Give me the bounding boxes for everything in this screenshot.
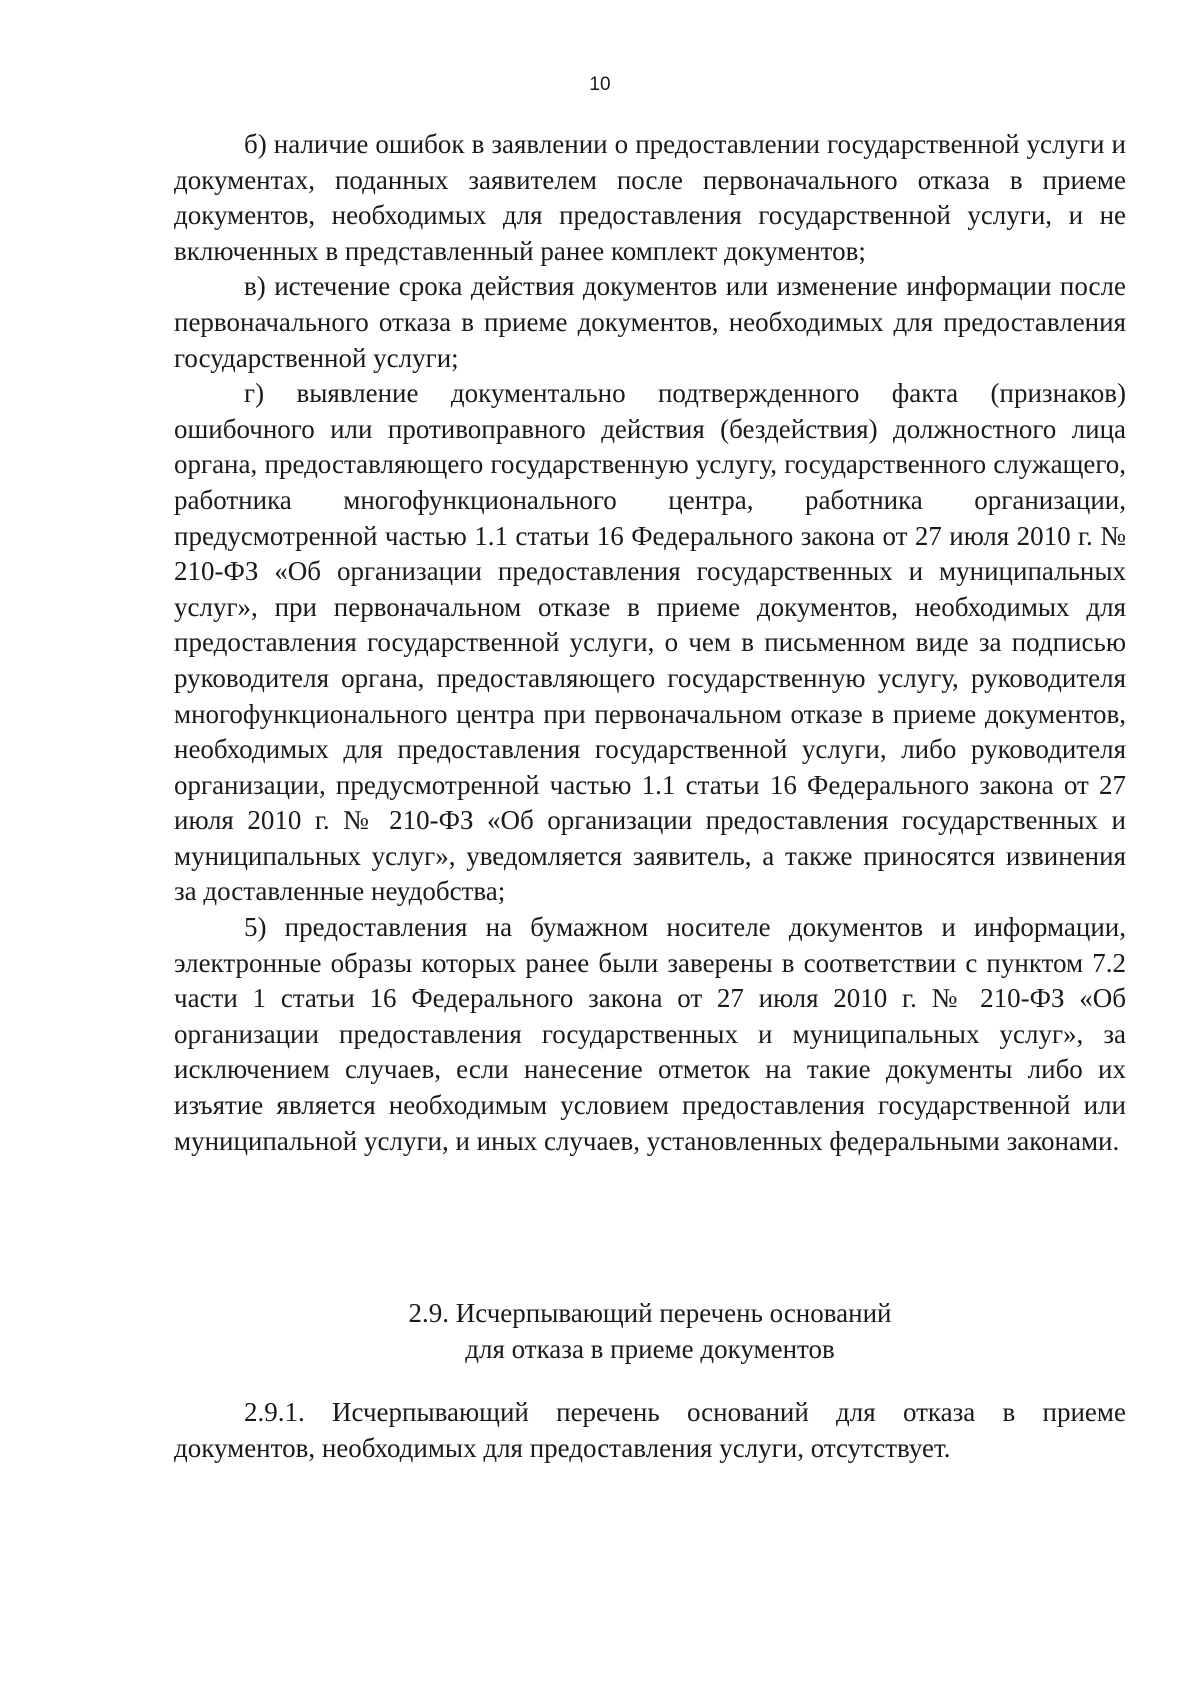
section-heading-line-2: для отказа в приеме документов [465, 1333, 835, 1364]
page-number: 10 [589, 74, 611, 95]
paragraph-g: г) выявление документально подтвержденного факта (признаков) ошибочного или противоправного действия (бездействия) должностного лица органа, предоставляющего государственную услугу, государственного служащего, работника многофункционального центра, работника организации, предусмотренной частью 1.1 статьи 16 Федерального закона от 27 июля 2010 г. № 210-ФЗ «Об организации предоставления государственных и муниципальных услуг», при первоначальном отказе в приеме документов, необходимых для предоставления государственной услуги, о чем в письменном виде за подписью руководителя органа, предоставляющего государственную услугу, руководителя многофункционального центра при первоначальном отказе в приеме документов, необходимых для предоставления государственной услуги, либо руководителя организации, предусмотренной частью 1.1 статьи 16 Федерального закона от 27 июля 2010 г. № 210-ФЗ «Об организации предоставления государственных и муниципальных услуг», уведомляется заявитель, а также приносятся извинения за доставленные неудобства; [174, 378, 1126, 907]
paragraph-v: в) истечение срока действия документов или изменение информации после первоначального отказа в приеме документов, необходимых для предоставления государственной услуги; [174, 271, 1126, 373]
section-heading [174, 1296, 1126, 1367]
section-body [174, 1395, 1126, 1466]
document-body [174, 127, 1126, 1159]
paragraph-2-9-1: 2.9.1. Исчерпывающий перечень оснований для отказа в приеме документов, необходимых для предоставления услуги, отсутствует. [174, 1397, 1126, 1463]
paragraph-b: б) наличие ошибок в заявлении о предоставлении государственной услуги и документах, поданных заявителем после первоначального отказа в приеме документов, необходимых для предоставления государственной услуги, и не включенных в представленный ранее комплект документов; [174, 129, 1126, 266]
paragraph-5: 5) предоставления на бумажном носителе документов и информации, электронные образы которых ранее были заверены в соответствии с пунктом 7.2 части 1 статьи 16 Федерального закона от 27 июля 2010 г. № 210-ФЗ «Об организации предоставления государственных и муниципальных услуг», за исключением случаев, если нанесение отметок на такие документы либо их изъятие является необходимым условием предоставления государственной или муниципальной услуги, и иных случаев, установленных федеральными законами. [174, 912, 1126, 1156]
section-heading-line-1: 2.9. Исчерпывающий перечень оснований [408, 1298, 892, 1328]
